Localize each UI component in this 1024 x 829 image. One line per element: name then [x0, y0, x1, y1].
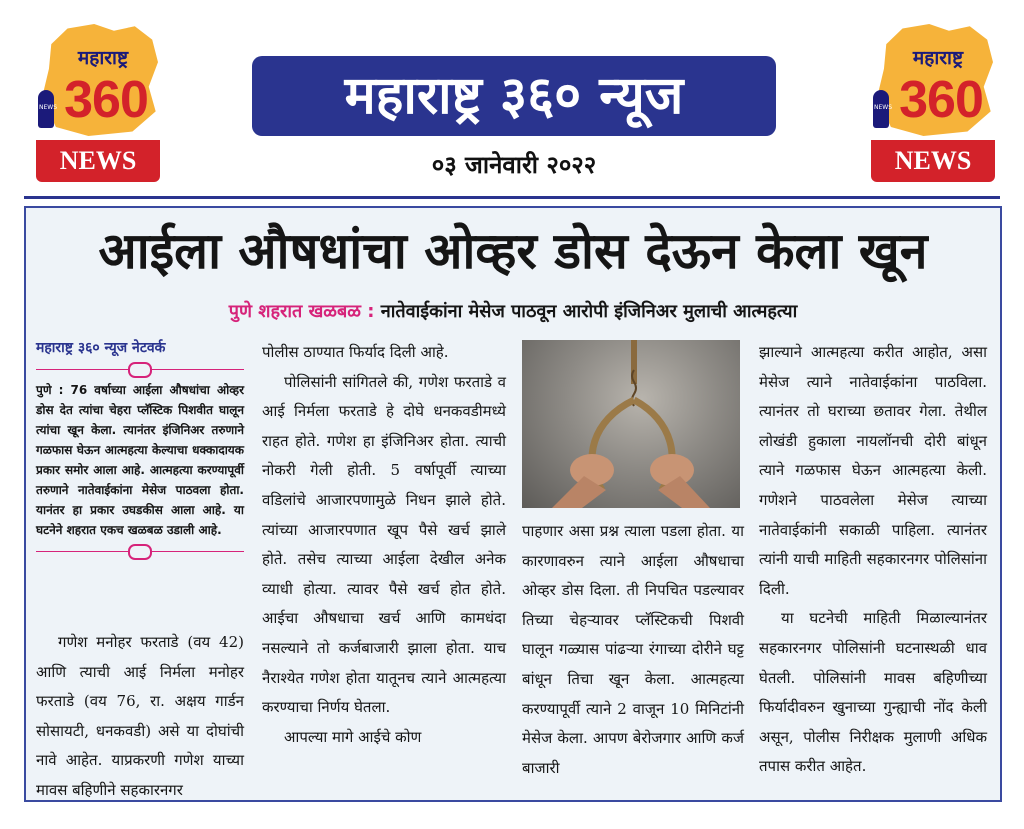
- logo-brand-text: महाराष्ट्र: [912, 47, 964, 69]
- logo-brand-text: महाराष्ट्र: [77, 47, 129, 69]
- logo-news-label: NEWS: [871, 140, 995, 182]
- article-summary: पुणे : 76 वर्षाच्या आईला औषधांचा ओव्हर डोस देत त्यांचा चेहरा प्लॅस्टिक पिशवीत घालून त्यांचा खून केला. त्यानंतर इंजिनिअर तरुणाने गळफास घेऊन आत्महत्या केल्याचा धक्कादायक प्रकार समोर आला आहे. आत्महत्या करण्यापूर्वी तरुणाने नातेवाईकांना मेसेज पाठवला होता. यानंतर हा प्रकार उघडकीस आला आहे. या घटनेने शहरात एकच खळबळ उडाली आहे.: [36, 383, 244, 537]
- logo-right: [871, 24, 995, 182]
- issue-date: ०३ जानेवारी २०२२: [431, 151, 597, 179]
- masthead-divider: [24, 196, 1000, 199]
- logo-left: [36, 24, 160, 182]
- article-column-3: [522, 517, 744, 783]
- noose-photo: [522, 340, 740, 508]
- divider-ornament: [36, 544, 244, 558]
- subhead-text: नातेवाईकांना मेसेज पाठवून आरोपी इंजिनिअर मुलाची आत्महत्या: [380, 301, 798, 322]
- paragraph: आपल्या मागे आईचे कोण: [284, 727, 422, 746]
- paragraph: पाहणार असा प्रश्न त्याला पडला होता. या कारणावरुन त्याने आईला औषधाचा ओव्हर डोस दिला. ती निपचित पडल्यावर तिच्या चेहऱ्यावर प्लॅस्टिकची पिशवी घालून गळ्यास पांढऱ्या रंगाच्या दोरीने घट्ट बांधून तिचा खून केला. आत्महत्या करण्यापूर्वी त्याने 2 वाजून 10 मिनिटांनी मेसेज केला. आपण बेरोजगार आणि कर्ज बाजारी: [522, 522, 744, 777]
- paragraph: पोलिसांनी सांगितले की, गणेश फरताडे व आई निर्मला फरताडे हे दोघे धनकवडीमध्ये राहत होते. गणेश हा इंजिनिअर होता. त्याची नोकरी गेली होती. 5 वर्षापूर्वी त्याच्या वडिलांचे आजारपणामुळे निधन झाले होते. त्यांच्या आजारपणात खूप पैसे खर्च झाले होते. तसेच त्याच्या आईला देखील अनेक व्याधी होत्या. त्यावर पैसे खर्च होत होते. आईचा औषधाचा खर्च आणि कामधंदा नसल्याने तो कर्जबाजारी झाला होता. याच नैराश्येत गणेश होता यातूनच त्याने आत्महत्या करण्याचा निर्णय घेतला.: [262, 372, 506, 717]
- mic-tag-text: NEWS: [39, 104, 58, 111]
- article-headline: आईला औषधांचा ओव्हर डोस देऊन केला खून: [98, 222, 928, 280]
- logo-news-label: NEWS: [36, 140, 160, 182]
- logo-number: 360: [899, 71, 983, 129]
- article-subhead: [26, 298, 1000, 326]
- article-column-2: [262, 338, 506, 752]
- masthead-title: महाराष्ट्र ३६० न्यूज: [252, 56, 776, 136]
- summary-box: [36, 338, 244, 562]
- subhead-tag: पुणे शहरात खळबळ :: [228, 301, 375, 322]
- article-column-4: [759, 338, 987, 782]
- paragraph: गणेश मनोहर फरताडे (वय 42) आणि त्याची आई निर्मला मनोहर फरताडे (वय 76, रा. अक्षय गार्डन सोसायटी, धनकवडी) असे या दोघांची नावे आहेत. याप्रकरणी गणेश याच्या मावस बहिणीने सहकारनगर: [36, 633, 244, 799]
- network-byline: महाराष्ट्र ३६० न्यूज नेटवर्क: [36, 340, 166, 356]
- mic-tag-text: NEWS: [874, 104, 893, 111]
- article-column-1: [36, 628, 244, 806]
- article-panel: [24, 206, 1002, 802]
- divider-ornament: [36, 362, 244, 376]
- paragraph: पोलीस ठाण्यात फिर्याद दिली आहे.: [262, 343, 449, 361]
- paragraph: झाल्याने आत्महत्या करीत आहोत, असा मेसेज त्याने नातेवाईकांना पाठविला. त्यानंतर तो घराच्या छतावर गेला. तेथील लोखंडी हुकाला नायलॉनची दोरी बांधून त्याने गळफास घेऊन आत्महत्या केली. गणेशने पाठवलेला मेसेज त्याच्या नातेवाईकांनी सकाळी पाहिला. त्यानंतर त्यांनी याची माहिती सहकारनगर पोलिसांना दिली.: [759, 343, 987, 598]
- noose-illustration: [522, 340, 740, 508]
- paragraph: या घटनेची माहिती मिळाल्यानंतर सहकारनगर पोलिसांनी घटनास्थळी धाव घेतली. पोलिसांनी मावस बहिणीच्या फिर्यादीवरुन खुनाच्या गुन्ह्याची नोंद केली असून, पोलीस निरीक्षक मुलाणी अधिक तपास करीत आहेत.: [759, 609, 987, 776]
- logo-number: 360: [64, 71, 148, 129]
